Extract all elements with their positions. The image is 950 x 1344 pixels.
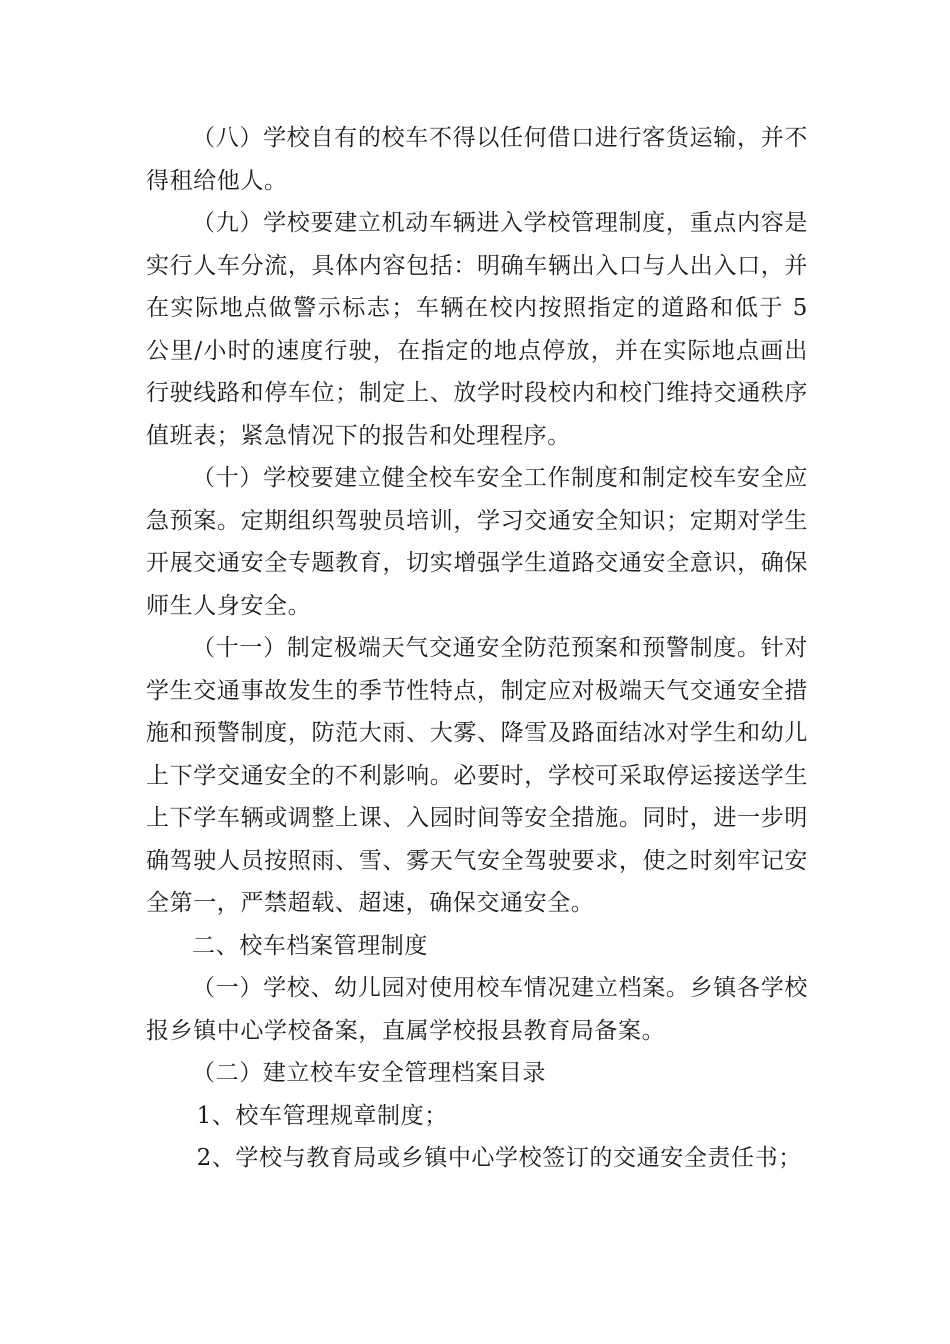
paragraph-archive-2-catalog: （二）建立校车安全管理档案目录 [192,1060,546,1086]
paragraph-9-vehicle-entry-management: （九）学校要建立机动车辆进入学校管理制度，重点内容是实行人车分流，具体内容包括：明确车辆出入口与人出入口，并在实际地点做警示标志；车辆在校内按照指定的道路和低于 5 公里/小时的速度行驶，在指定的地点停放，并在实际地点画出行驶线路和停车位；制定上、放学时段校内和校门维持交通秩序值班表；紧急情况下的报告和处理程序。 [146,210,808,449]
paragraph-11-extreme-weather: （十一）制定极端天气交通安全防范预案和预警制度。针对学生交通事故发生的季节性特点，制定应对极端天气交通安全措施和预警制度，防范大雨、大雾、降雪及路面结冰对学生和幼儿上下学交通安全的不利影响。必要时，学校可采取停运接送学生上下学车辆或调整上课、入园时间等安全措施。同时，进一步明确驾驶人员按照雨、雪、雾天气安全驾驶要求，使之时刻牢记安全第一，严禁超载、超速，确保交通安全。 [146,635,808,916]
paragraph-8-commercial-transport: （八）学校自有的校车不得以任何借口进行客货运输，并不得租给他人。 [146,125,808,194]
paragraph-archive-1: （一）学校、幼儿园对使用校车情况建立档案。乡镇各学校报乡镇中心学校备案，直属学校报县教育局备案。 [146,975,808,1044]
paragraph-10-emergency-plan: （十）学校要建立健全校车安全工作制度和制定校车安全应急预案。定期组织驾驶员培训，学习交通安全知识；定期对学生开展交通安全专题教育，切实增强学生道路交通安全意识，确保师生人身安全。 [146,465,808,619]
section-heading-bus-archive: 二、校车档案管理制度 [192,932,428,959]
list-item-2: 2、学校与教育局或乡镇中心学校签订的交通安全责任书； [196,1145,802,1171]
document-body [146,117,808,1180]
list-item-1: 1、校车管理规章制度； [196,1102,448,1129]
